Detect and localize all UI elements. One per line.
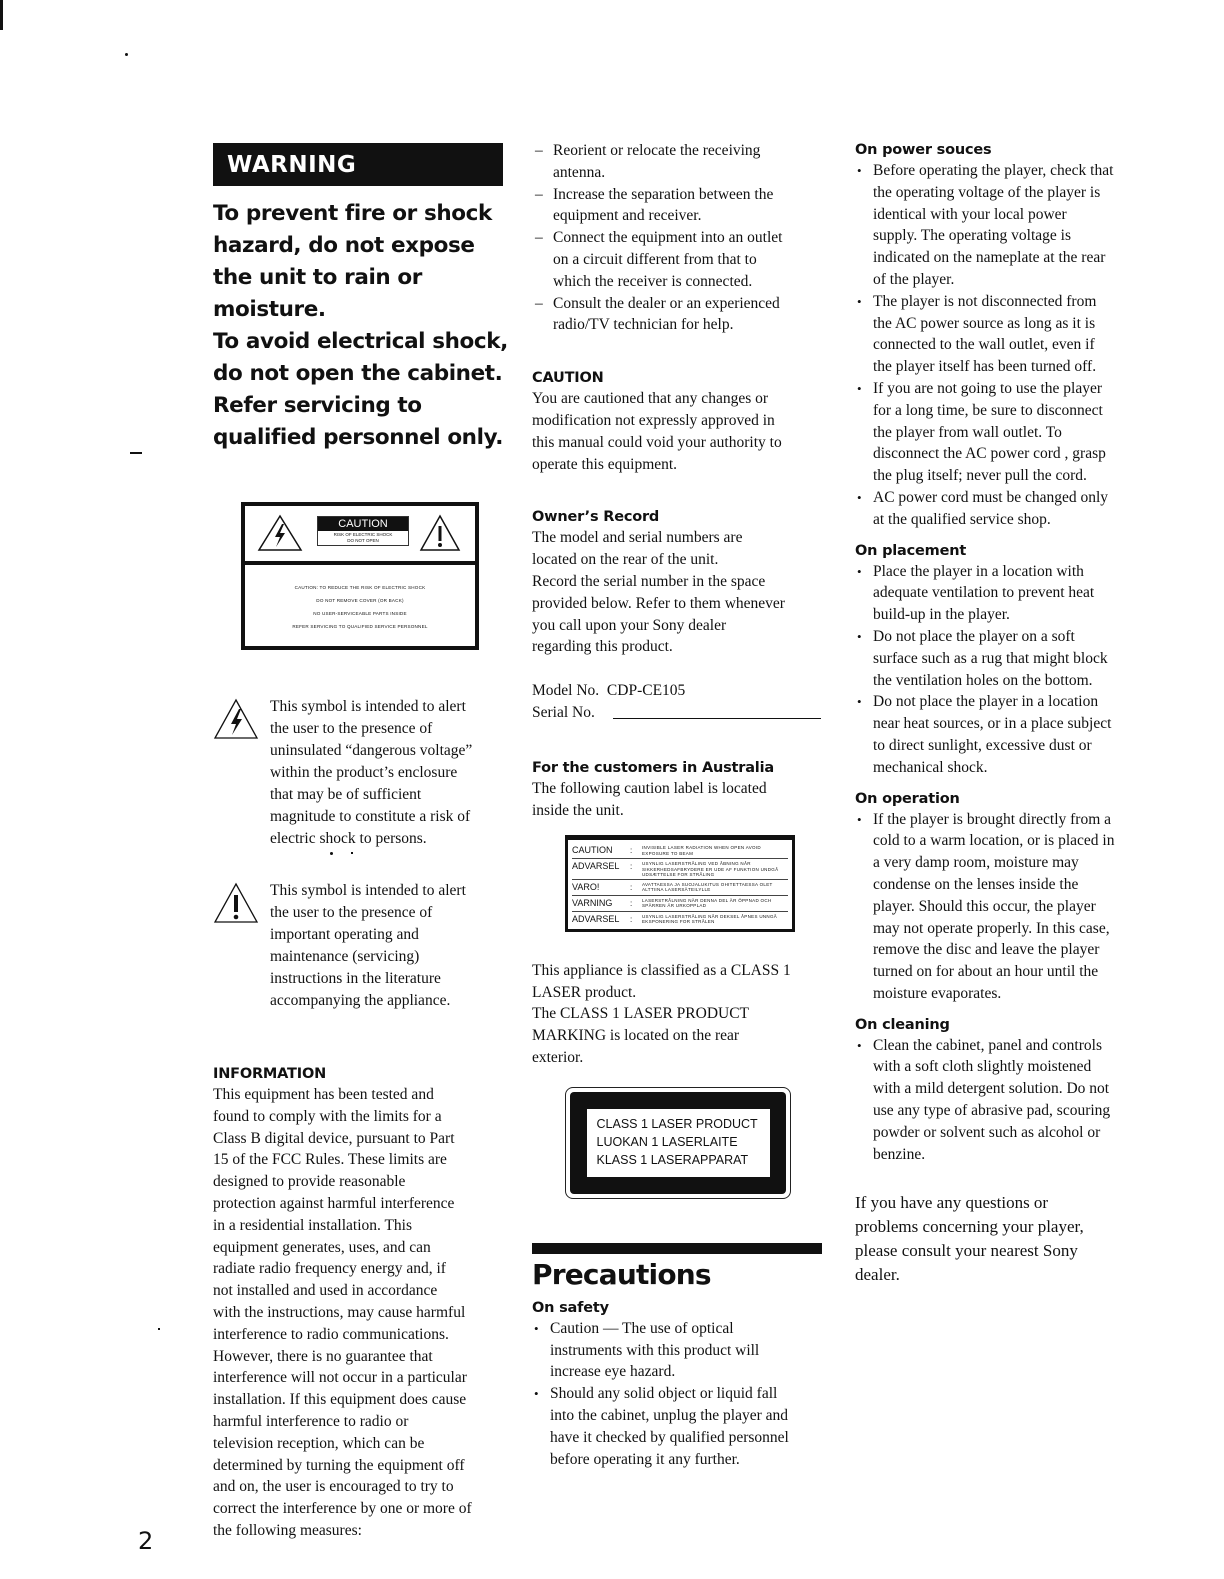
information-line: However, there is no guarantee that	[213, 1347, 433, 1365]
precaution-line: AC power cord must be changed only	[873, 488, 1109, 506]
lightning-triangle-icon	[257, 514, 303, 552]
caution-body-line: REFER SERVICING TO QUALIFIED SERVICE PERSONNEL	[292, 624, 428, 629]
laser-class-body	[532, 960, 830, 1069]
information-line: designed to provide reasonable	[213, 1173, 406, 1191]
precaution-heading: On cleaning	[855, 1016, 950, 1033]
bullet-marker: •	[857, 563, 862, 579]
precaution-item	[532, 1383, 830, 1470]
laser-label-line: KLASS 1 LASERAPPARAT	[596, 1152, 749, 1167]
caution-heading: CAUTION	[532, 370, 604, 387]
warning-line: moisture.	[213, 297, 326, 322]
bullet-marker: •	[857, 293, 862, 309]
closing-line: problems concerning your player,	[855, 1217, 1084, 1237]
owners-record-line: you call upon your Sony dealer	[532, 616, 727, 634]
precaution-line: have it checked by qualified personnel	[550, 1428, 789, 1446]
information-line: in a residential installation. This	[213, 1216, 413, 1234]
scan-dash	[130, 452, 142, 454]
warning-line: To avoid electrical shock,	[213, 329, 508, 354]
precaution-line: player. Should this occur, the player	[873, 897, 1096, 915]
precautions-rule	[532, 1243, 822, 1254]
precaution-list	[855, 160, 1145, 531]
class1-laser-label-text	[587, 1109, 770, 1177]
laser-label-language: ADVARSEL	[572, 861, 620, 872]
exclamation-triangle-icon	[419, 514, 461, 552]
precaution-item	[855, 1035, 1145, 1166]
information-line: with the instructions, may cause harmful	[213, 1303, 466, 1321]
bullet-marker: •	[857, 380, 862, 396]
label-colon: :	[630, 882, 633, 892]
laser-label-warning: AVATTAESSA JA SUOJALUKITUS OHITETTAESSA OLET ALTTIINA LASERSÄTEILYLLE	[642, 881, 773, 893]
precaution-line: powder or solvent such as alcohol or	[873, 1123, 1101, 1141]
precaution-heading: On power souces	[855, 142, 992, 158]
precautions-section-cleaning	[855, 1015, 1145, 1166]
australia-line: inside the unit.	[532, 801, 624, 819]
caution-section	[532, 368, 830, 475]
measure-line: radio/TV technician for help.	[553, 316, 734, 334]
precaution-line: with a soft cloth slightly moistened	[873, 1058, 1092, 1076]
dash-marker: –	[535, 142, 543, 159]
page-number: 2	[138, 1527, 154, 1555]
precaution-line: may not operate properly. In this case,	[873, 919, 1110, 937]
information-section	[213, 1064, 508, 1542]
symbol-text-line: accompanying the appliance.	[270, 992, 451, 1009]
precaution-list	[855, 809, 1145, 1005]
precaution-item	[855, 487, 1145, 531]
precaution-line: instruments with this product will	[550, 1341, 760, 1359]
precaution-line: Should any solid object or liquid fall	[550, 1385, 778, 1403]
information-line: the following measures:	[213, 1521, 362, 1539]
measure-line: equipment and receiver.	[553, 207, 702, 225]
laser-label-warning: USYNLIG LASERSTRÅLING NÅR DEKSEL ÅPNES UNNGÅ EKSPONERING FOR STRÅLEN	[642, 913, 778, 925]
label-colon: :	[630, 846, 633, 856]
caution-body-line: DO NOT REMOVE COVER (OR BACK)	[316, 598, 404, 603]
precaution-item	[855, 160, 1145, 291]
precaution-item	[855, 291, 1145, 378]
laser-class-section	[532, 960, 830, 1199]
australia-body	[532, 778, 830, 822]
symbol-text-line: the user to the presence of	[270, 720, 433, 737]
class1-laser-label	[565, 1087, 791, 1199]
symbol-text-line: uninsulated “dangerous voltage”	[270, 742, 473, 759]
precaution-item	[855, 626, 1145, 691]
laser-label-language: CAUTION	[572, 845, 613, 856]
bullet-marker: •	[857, 489, 862, 505]
laser-label-warning: USYNLIG LASERSTRÅLING VED ÅBNING NÅR SIKKERHEDSAFBRYDERE ER UDE AF FUNKTION UNDGÅ UDSÆTTELSE FOR STRÅLING	[642, 861, 779, 878]
laser-label-row	[572, 859, 788, 880]
laser-label-row	[572, 880, 788, 896]
symbol-text-line: within the product’s enclosure	[270, 764, 458, 781]
symbol-explanation-operating	[213, 880, 508, 1012]
owners-record-section	[532, 507, 830, 723]
precaution-line: If you are not going to use the player	[873, 379, 1102, 397]
information-line: 15 of the FCC Rules. These limits are	[213, 1151, 447, 1169]
caution-sub-line: RISK OF ELECTRIC SHOCK	[333, 532, 393, 537]
precaution-line: the plug itself; never pull the cord.	[873, 467, 1087, 485]
measure-line: Reorient or relocate the receiving	[553, 142, 761, 159]
precaution-line: before operating it any further.	[550, 1450, 740, 1468]
information-line: not installed and used in accordance	[213, 1282, 438, 1300]
owners-record-line: located on the rear of the unit.	[532, 551, 719, 569]
serial-number-row	[532, 702, 830, 724]
caution-line: this manual could void your authority to	[532, 433, 782, 451]
column-right	[855, 140, 1145, 1287]
bullet-marker: •	[857, 811, 862, 827]
laser-label-row	[572, 896, 788, 912]
warning-badge	[213, 143, 503, 186]
laser-label-warning: LASERSTRÅLNING NÄR DENNA DEL ÄR ÖPPNAD OCH SPÄRREN ÄR URKOPPLAD	[642, 897, 772, 909]
precaution-line: for a long time, be sure to disconnect	[873, 401, 1103, 419]
information-body	[213, 1084, 508, 1542]
information-line: found to comply with the limits for a	[213, 1107, 442, 1125]
caution-label-graphic	[241, 502, 479, 650]
precaution-item	[855, 809, 1145, 1005]
precaution-heading: On placement	[855, 542, 967, 559]
information-line: harmful interference to radio or	[213, 1412, 409, 1430]
scan-edge-mark	[0, 0, 3, 30]
precaution-line: the operating voltage of the player is	[873, 183, 1101, 201]
precaution-line: adequate ventilation to prevent heat	[873, 584, 1095, 602]
warning-line: To prevent fire or shock	[213, 201, 492, 226]
closing-note	[855, 1191, 1145, 1287]
precaution-line: moisture evaporates.	[873, 984, 1002, 1002]
precaution-line: with a mild detergent solution. Do not	[873, 1080, 1110, 1098]
caution-line: operate this equipment.	[532, 455, 678, 473]
owners-record-line: Record the serial number in the space	[532, 572, 766, 590]
precaution-line: the player from wall outlet. To	[873, 423, 1062, 441]
laser-class-line: exterior.	[532, 1049, 584, 1067]
caution-body-line: NO USER-SERVICEABLE PARTS INSIDE	[313, 611, 407, 616]
laser-label-row	[572, 843, 788, 859]
symbol-text-line: This symbol is intended to alert	[270, 882, 466, 899]
precaution-line: Clean the cabinet, panel and controls	[873, 1036, 1102, 1054]
symbol-explanation-voltage	[213, 696, 508, 850]
warning-line: do not open the cabinet.	[213, 361, 503, 386]
closing-line: dealer.	[855, 1265, 900, 1285]
precaution-line: Place the player in a location with	[873, 562, 1084, 580]
precaution-line: at the qualified service shop.	[873, 510, 1051, 528]
precaution-line: cold to a warm location, or is placed in	[873, 832, 1115, 850]
caution-body	[532, 388, 830, 475]
dash-marker: –	[535, 294, 543, 312]
precautions-section-placement	[855, 541, 1145, 779]
australia-line: The following caution label is located	[532, 779, 767, 797]
serial-label: Serial No.	[532, 703, 595, 721]
laser-class-line: This appliance is classified as a CLASS 1	[532, 961, 791, 979]
exclamation-triangle-icon	[213, 882, 259, 924]
information-line: Class B digital device, pursuant to Part	[213, 1129, 455, 1147]
bullet-marker: •	[857, 1037, 862, 1053]
measure-item	[532, 184, 830, 228]
dash-marker: –	[535, 229, 543, 247]
australia-section	[532, 758, 830, 932]
precaution-line: benzine.	[873, 1145, 926, 1163]
australia-heading: For the customers in Australia	[532, 759, 774, 776]
information-line: radiate radio frequency energy and, if	[213, 1260, 446, 1278]
precaution-item	[855, 378, 1145, 487]
precaution-line: of the player.	[873, 270, 955, 288]
precaution-line: increase eye hazard.	[550, 1363, 676, 1381]
information-line: interference to radio communications.	[213, 1325, 449, 1343]
precaution-line: The player is not disconnected from	[873, 292, 1097, 310]
symbol-text-line: magnitude to constitute a risk of	[270, 808, 471, 825]
information-line: equipment generates, uses, and can	[213, 1238, 431, 1256]
measure-line: Increase the separation between the	[553, 185, 774, 203]
warning-line: qualified personnel only.	[213, 425, 503, 450]
caution-label-sub	[318, 531, 408, 545]
precaution-line: remove the disc and leave the player	[873, 941, 1100, 959]
symbol-text-line: important operating and	[270, 926, 419, 943]
bullet-marker: •	[857, 694, 862, 710]
laser-label-language: VARO!	[572, 881, 600, 892]
label-colon: :	[630, 898, 633, 908]
information-line: installation. If this equipment does cause	[213, 1391, 467, 1409]
laser-label-language: VARNING	[572, 897, 613, 908]
precaution-line: use any type of abrasive pad, scouring	[873, 1102, 1111, 1120]
bullet-marker: •	[857, 163, 862, 178]
precaution-item	[855, 561, 1145, 626]
precaution-line: mechanical shock.	[873, 758, 988, 776]
owners-record-line: The model and serial numbers are	[532, 529, 743, 547]
caution-label-header: CAUTION	[318, 517, 408, 531]
model-number-row	[532, 680, 830, 702]
precautions-section-operation	[855, 789, 1145, 1005]
precaution-line: the AC power source as long as it is	[873, 314, 1096, 332]
symbol-text-line: that may be of sufficient	[270, 786, 422, 803]
laser-class-line: MARKING is located on the rear	[532, 1027, 740, 1045]
precaution-heading: On safety	[532, 1299, 609, 1316]
measure-item	[532, 140, 830, 184]
precaution-line: indicated on the nameplate at the rear	[873, 249, 1106, 267]
laser-label-line: CLASS 1 LASER PRODUCT	[596, 1116, 758, 1131]
precaution-line: condense on the lenses inside the	[873, 875, 1079, 893]
precaution-line: the player itself has been turned off.	[873, 358, 1097, 376]
precautions-section-safety	[532, 1298, 830, 1471]
symbol-text-line: maintenance (servicing)	[270, 948, 420, 965]
information-line: determined by turning the equipment off	[213, 1456, 465, 1474]
caution-label-body	[245, 565, 475, 633]
warning-line: the unit to rain or	[213, 265, 422, 290]
owners-record-line: regarding this product.	[532, 638, 673, 656]
owners-record-body	[532, 527, 830, 658]
measure-line: which the receiver is connected.	[553, 272, 753, 290]
laser-label-row	[572, 912, 788, 927]
closing-line: please consult your nearest Sony	[855, 1241, 1078, 1261]
symbol-text-line: electric shock to persons.	[270, 830, 427, 847]
lightning-triangle-icon	[213, 698, 259, 740]
measure-item	[532, 227, 830, 292]
bullet-marker: •	[857, 628, 862, 644]
measure-line: antenna.	[553, 163, 606, 181]
precaution-line: connected to the wall outlet, even if	[873, 336, 1095, 354]
precaution-line: near heat sources, or in a place subject	[873, 715, 1112, 733]
precaution-line: supply. The operating voltage is	[873, 227, 1072, 245]
precaution-item	[855, 691, 1145, 778]
information-line: television reception, which can be	[213, 1434, 425, 1452]
symbol-text-line: This symbol is intended to alert	[270, 698, 466, 715]
precaution-list	[532, 1318, 830, 1471]
caution-body-line: CAUTION: TO REDUCE THE RISK OF ELECTRIC SHOCK	[294, 585, 426, 590]
precaution-line: Caution — The use of optical	[550, 1319, 734, 1337]
model-value: CDP-CE105	[606, 682, 686, 700]
measure-line: on a circuit different from that to	[553, 250, 757, 268]
column-middle	[532, 140, 830, 1470]
owners-record-heading: Owner’s Record	[532, 509, 660, 526]
measure-line: Connect the equipment into an outlet	[553, 229, 783, 247]
measure-item	[532, 293, 830, 337]
information-line: interference will not occur in a particular	[213, 1369, 467, 1387]
scan-speck	[158, 1328, 160, 1330]
precautions-title: Precautions	[532, 1257, 711, 1291]
warning-text	[213, 198, 508, 454]
model-label: Model No.	[532, 682, 600, 700]
precaution-line: a very damp room, moisture may	[873, 854, 1079, 872]
warning-badge-label: WARNING	[227, 151, 357, 178]
laser-label-warning: INVISIBLE LASER RADIATION WHEN OPEN AVOID EXPOSURE TO BEAM	[642, 845, 761, 856]
measures-list	[532, 140, 830, 336]
bullet-marker: •	[534, 1386, 539, 1402]
column-left	[213, 143, 508, 1542]
closing-line: If you have any questions or	[855, 1193, 1049, 1213]
precaution-line: to direct sunlight, excessive dust or	[873, 736, 1092, 754]
laser-caution-label	[565, 835, 795, 932]
caution-sub-line: DO NOT OPEN	[347, 538, 379, 543]
precaution-line: disconnect the AC power cord , grasp	[873, 445, 1106, 463]
laser-class-line: LASER product.	[532, 983, 637, 1001]
precaution-item	[532, 1318, 830, 1383]
precaution-heading: On operation	[855, 790, 960, 807]
label-colon: :	[630, 862, 633, 872]
precautions-section-power	[855, 140, 1145, 531]
symbol-text-line: the user to the presence of	[270, 904, 433, 921]
scan-dots	[213, 850, 508, 858]
scan-speck	[125, 53, 128, 56]
precaution-line: surface such as a rug that might block	[873, 649, 1108, 667]
caution-line: modification not expressly approved in	[532, 411, 775, 429]
bullet-marker: •	[534, 1320, 539, 1336]
warning-line: hazard, do not expose	[213, 233, 475, 258]
precaution-line: identical with your local power	[873, 205, 1067, 223]
precaution-line: into the cabinet, unplug the player and	[550, 1407, 789, 1424]
warning-line: Refer servicing to	[213, 393, 422, 418]
owners-record-line: provided below. Refer to them whenever	[532, 594, 785, 612]
information-heading: INFORMATION	[213, 1066, 326, 1082]
information-line: correct the interference by one or more of	[213, 1500, 472, 1518]
precaution-list	[855, 561, 1145, 779]
precaution-line: Do not place the player in a location	[873, 693, 1099, 711]
information-line: protection against harmful interference	[213, 1194, 455, 1212]
precaution-list	[855, 1035, 1145, 1166]
precaution-line: Before operating the player, check that	[873, 162, 1114, 179]
precaution-line: turned on for about an hour until the	[873, 963, 1099, 981]
caution-line: You are cautioned that any changes or	[532, 390, 769, 408]
information-line: This equipment has been tested and	[213, 1086, 434, 1103]
label-colon: :	[630, 914, 633, 924]
caution-label-header-box	[317, 516, 409, 546]
serial-number-field[interactable]	[613, 718, 821, 719]
laser-label-line: LUOKAN 1 LASERLAITE	[596, 1134, 738, 1149]
precaution-line: Do not place the player on a soft	[873, 627, 1075, 645]
dash-marker: –	[535, 185, 543, 203]
precaution-line: If the player is brought directly from a	[873, 810, 1112, 828]
laser-class-line: The CLASS 1 LASER PRODUCT	[532, 1005, 750, 1023]
measure-line: Consult the dealer or an experienced	[553, 294, 780, 312]
laser-label-language: ADVARSEL	[572, 913, 620, 924]
precaution-line: the ventilation holes on the bottom.	[873, 671, 1093, 689]
symbol-text-line: instructions in the literature	[270, 970, 441, 987]
precaution-line: build-up in the player.	[873, 606, 1010, 624]
information-line: and on, the user is encouraged to try to	[213, 1478, 454, 1496]
